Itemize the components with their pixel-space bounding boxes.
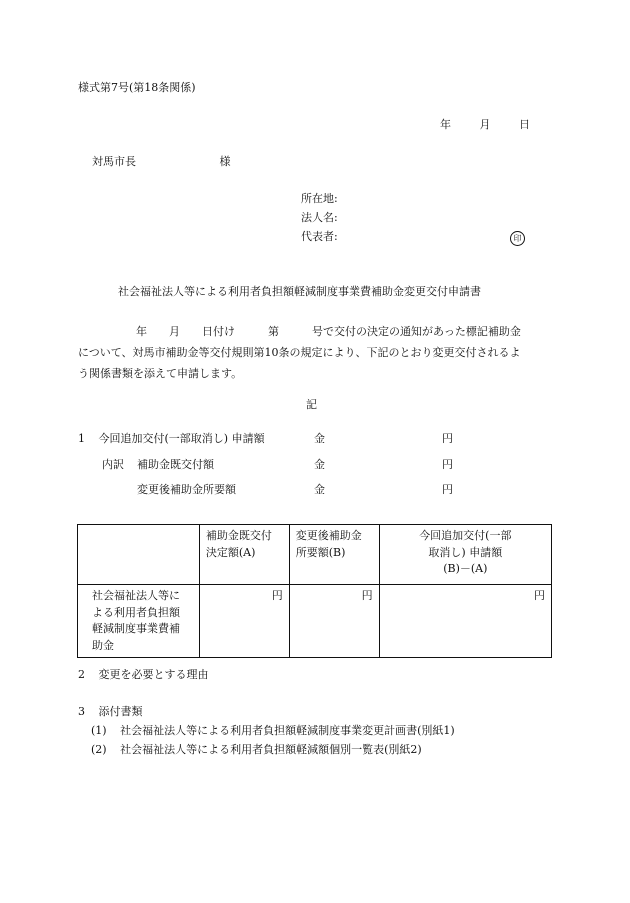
table-cell-additional-request: 円	[379, 585, 551, 658]
section3-heading: 添付書類	[98, 705, 143, 718]
body-line-1: 年 月 日付け 第 号で交付の決定の通知があった標記補助金	[136, 325, 521, 338]
breakdown-row-2-kin: 金	[314, 483, 325, 496]
attachment-item-2-number: (2)	[91, 743, 107, 756]
attachment-item-1-text: 社会福祉法人等による利用者負担額軽減制度事業変更計画書(別紙1)	[120, 724, 455, 737]
representative-label: 代表者:	[301, 230, 338, 243]
section3-row	[78, 704, 143, 721]
breakdown-row-1-kin: 金	[314, 458, 325, 471]
body-line-3: う関係書類を添えて申請します。	[78, 367, 243, 380]
section2-number: 2	[78, 668, 85, 681]
section2-row	[78, 667, 209, 684]
table-header-row	[78, 525, 552, 585]
section1-heading: 今回追加交付(一部取消し) 申請額	[98, 432, 265, 445]
applicant-block	[301, 191, 531, 248]
attachment-item-1	[91, 723, 455, 740]
attachment-item-2-text: 社会福祉法人等による利用者負担額軽減額個別一覧表(別紙2)	[120, 743, 422, 756]
breakdown-row-2-yen: 円	[442, 483, 453, 496]
table-cell-current-decision: 円	[199, 585, 289, 658]
ki-heading: 記	[306, 398, 317, 411]
addressee-name: 対馬市長	[92, 155, 136, 168]
seal-icon: 印	[510, 231, 525, 246]
table-cell-revised-required: 円	[289, 585, 379, 658]
section1-yen: 円	[442, 432, 453, 445]
body-text	[78, 321, 558, 384]
breakdown-row-1-yen: 円	[442, 458, 453, 471]
date-year: 年	[440, 118, 451, 131]
date-day: 日	[519, 118, 530, 131]
attachment-item-1-number: (1)	[91, 724, 107, 737]
amount-table	[77, 524, 552, 658]
breakdown-label: 内訳	[102, 458, 124, 471]
table-row-label: 社会福祉法人等に よる利用者負担額 軽減制度事業費補 助金	[78, 585, 200, 658]
document-title: 社会福祉法人等による利用者負担額軽減制度事業費補助金変更交付申請書	[118, 285, 481, 298]
body-line-2: について、対馬市補助金等交付規則第10条の規定により、下記のとおり変更交付されるよ	[78, 346, 521, 359]
addressee	[92, 154, 231, 171]
addressee-honorific: 様	[219, 155, 231, 168]
table-header-revised-required: 変更後補助金 所要額(B)	[289, 525, 379, 585]
section1-number: 1	[78, 432, 85, 445]
section1-row	[78, 431, 265, 448]
breakdown-row-2-label: 変更後補助金所要額	[137, 483, 236, 496]
table-row	[78, 585, 552, 658]
date-line	[440, 117, 530, 134]
address-label: 所在地:	[301, 192, 338, 205]
corp-name-label: 法人名:	[301, 211, 338, 224]
attachment-item-2	[91, 742, 422, 759]
table-header-additional-request: 今回追加交付(一部 取消し) 申請額 (B)－(A)	[379, 525, 551, 585]
date-month: 月	[479, 118, 491, 131]
form-id: 様式第7号(第18条関係)	[78, 81, 196, 94]
table-header-current-decision: 補助金既交付 決定額(A)	[199, 525, 289, 585]
breakdown-row-1-label: 補助金既交付額	[137, 458, 214, 471]
table-header-blank	[78, 525, 200, 585]
section1-kin: 金	[314, 432, 325, 445]
section2-heading: 変更を必要とする理由	[98, 668, 209, 681]
section3-number: 3	[78, 705, 85, 718]
representative-row	[301, 229, 531, 248]
